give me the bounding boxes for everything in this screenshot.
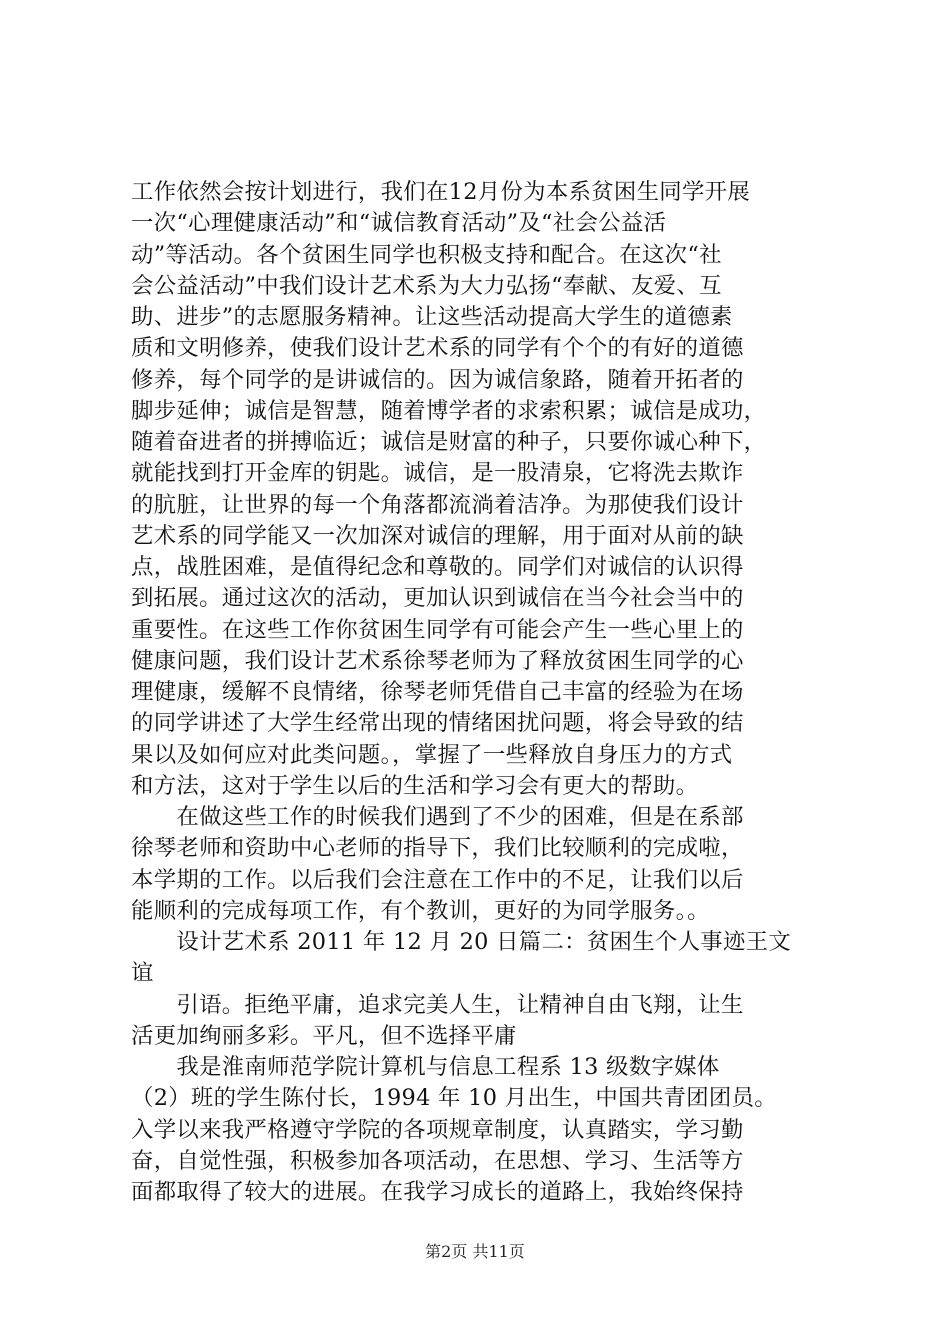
text-line: 随着奋进者的拼搏临近；诚信是财富的种子，只要你诚心种下， [131,429,767,455]
text-line: 的同学讲述了大学生经常出现的情绪困扰问题，将会导致的结 [131,710,744,737]
text-line: 就能找到打开金库的钥匙。诚信，是一股清泉，它将洗去欺诈 [131,460,744,487]
text-line: 谊 [131,960,154,987]
text-line: 活更加绚丽多彩。平凡，但不选择平庸 [131,1022,517,1049]
text-line: 面都取得了较大的进展。在我学习成长的道路上，我始终保持 [131,1179,744,1205]
text-line: 理健康，缓解不良情绪，徐琴老师凭借自己丰富的经验为在场 [131,679,744,705]
text-line: 艺术系的同学能又一次加深对诚信的理解，用于面对从前的缺 [131,522,744,549]
text-line: （2）班的学生陈付长，1994 年 10 月出生，中国共青团团员。 [131,1085,777,1112]
text-line: 动”等活动。各个贫困生同学也积极支持和配合。在这次“社 [131,241,722,268]
text-line: 和方法，这对于学生以后的生活和学习会有更大的帮助。 [131,772,699,799]
text-line: 本学期的工作。以后我们会注意在工作中的不足，让我们以后 [131,866,744,893]
text-line: 的肮脏，让世界的每一个角落都流淌着洁净。为那使我们设计 [131,491,744,518]
text-line: 点，战胜困难，是值得纪念和尊敬的。同学们对诚信的认识得 [131,554,744,580]
text-line: 果以及如何应对此类问题。，掌握了一些释放自身压力的方式 [131,741,733,768]
text-line: 我是淮南师范学院计算机与信息工程系 13 级数字媒体 [131,1054,720,1080]
text-line: 会公益活动”中我们设计艺术系为大力弘扬“奉献、友爱、互 [131,272,722,299]
text-line: 入学以来我严格遵守学院的各项规章制度，认真踏实，学习勤 [131,1116,744,1143]
text-line: 能顺利的完成每项工作，有个教训，更好的为同学服务。。 [131,897,710,924]
text-line: 健康问题，我们设计艺术系徐琴老师为了释放贫困生同学的心 [131,647,744,674]
text-line: 助、进步”的志愿服务精神。让这些活动提高大学生的道德素 [131,304,733,330]
text-line: 奋，自觉性强，积极参加各项活动，在思想、学习、生活等方 [131,1147,744,1174]
text-line: 设计艺术系 2011 年 12 月 20 日篇二：贫困生个人事迹王文 [131,929,792,955]
text-line: 徐琴老师和资助中心老师的指导下，我们比较顺利的完成啦， [131,835,744,862]
text-line: 在做这些工作的时候我们遇到了不少的困难，但是在系部 [131,804,744,830]
text-line: 重要性。在这些工作你贫困生同学有可能会产生一些心里上的 [131,616,744,643]
page-footer: 第2页 共11页 [425,1242,525,1261]
text-line: 修养，每个同学的是讲诚信的。因为诚信象路，随着开拓者的 [131,366,744,393]
text-line: 一次“心理健康活动”和“诚信教育活动”及“社会公益活 [131,210,667,237]
text-line: 质和文明修养，使我们设计艺术系的同学有个个的有好的道德 [131,335,744,362]
text-line: 工作依然会按计划进行，我们在12月份为本系贫困生同学开展 [131,179,751,205]
text-line: 脚步延伸；诚信是智慧，随着博学者的求索积累；诚信是成功， [131,397,767,424]
text-line: 引语。拒绝平庸，追求完美人生，让精神自由飞翔，让生 [131,991,744,1018]
text-line: 到拓展。通过这次的活动，更加认识到诚信在当今社会当中的 [131,585,744,612]
